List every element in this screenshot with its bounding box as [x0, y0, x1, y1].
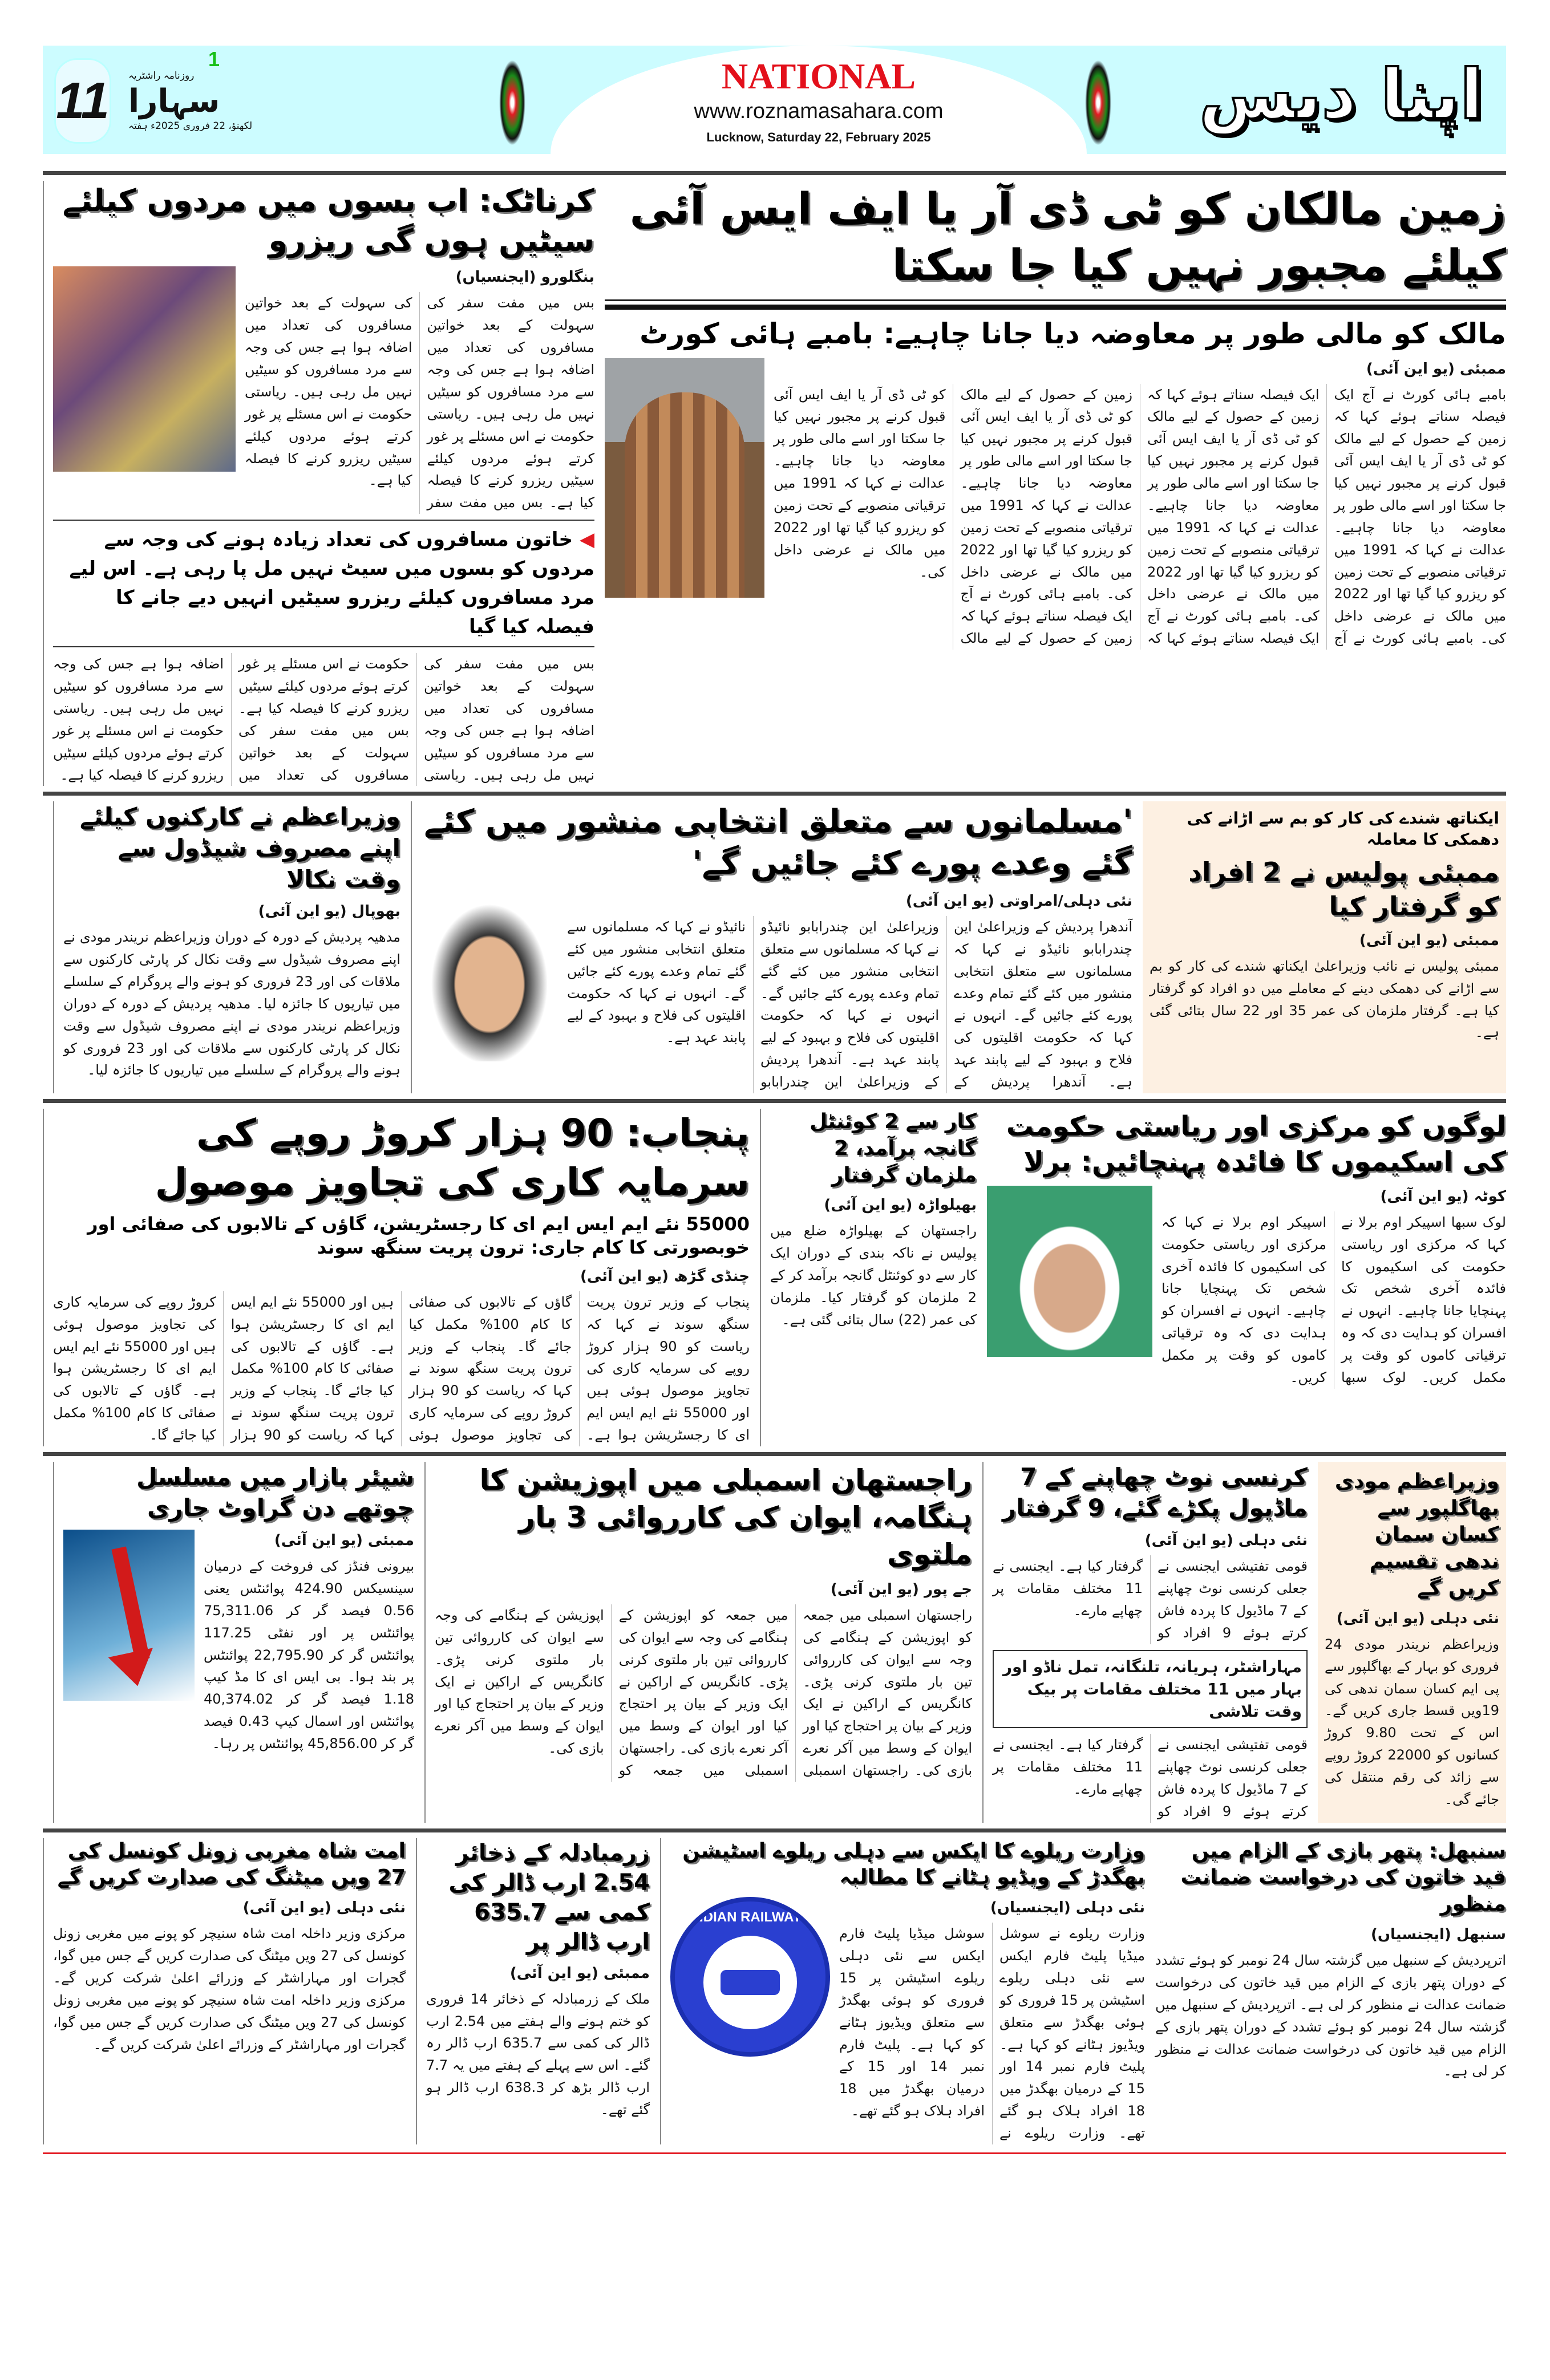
article-amitshah [43, 1838, 406, 2144]
divider [43, 171, 1506, 175]
dateline: بھیلواڑہ (یو این آئی) [824, 1197, 977, 1214]
article-birla [987, 1109, 1506, 1446]
article-muslims-text [567, 890, 1132, 1093]
divider [43, 1099, 1506, 1103]
logo-one-icon: 1 [208, 47, 220, 71]
pull-quote [53, 520, 594, 647]
headline: وزارت ریلوے کا ایکس سے دہلی ریلوے اسٹیشن بھگدڑ کے ویڈیو ہٹانے کا مطالبہ [682, 1839, 1145, 1890]
section-title: اپنا دیس [1199, 55, 1483, 135]
article-bhagalpur [1318, 1462, 1506, 1823]
article-body: آندھرا پردیش کے وزیراعلیٰ این چندرابابو نائیڈو نے کہا کہ مسلمانوں سے متعلق انتخابی منشور میں کئے گئے تمام وعدے پورے کئے جائیں گے۔ انہوں نے کہا کہ حکومت اقلیتوں کی فلاح و بہبود کے لیے پابند عہد ہے۔ آندھرا پردیش کے وزیراعلیٰ این چندرابابو نائیڈو نے کہا کہ مسلمانوں سے متعلق انتخابی منشور میں کئے گئے تمام وعدے پورے کئے جائیں گے۔ انہوں نے کہا کہ حکومت اقلیتوں کی فلاح و بہبود کے لیے پابند عہد ہے۔ آندھرا پردیش کے وزیراعلیٰ این چندرابابو نائیڈو نے کہا کہ مسلمانوں سے متعلق انتخابی منشور میں کئے گئے تمام وعدے پورے کئے جائیں گے۔ انہوں نے کہا کہ حکومت اقلیتوں کی فلاح و بہبود کے لیے پابند عہد ہے۔ [567, 918, 1132, 1090]
article-punjab [43, 1109, 750, 1446]
article-body: پنجاب کے وزیر ترون پریت سنگھ سوند نے کہا کہ ریاست کو 90 ہزار کروڑ روپے کی سرمایہ کاری کی تجاویز موصول ہوئی ہیں اور 55000 نئے ایم ایس ایم ای کا رجسٹریشن ہوا ہے۔ گاؤں کے تالابوں کی صفائی کا کام 100% مکمل کیا جائے گا۔ پنجاب کے وزیر ترون پریت سنگھ سوند نے کہا کہ ریاست کو 90 ہزار کروڑ روپے کی سرمایہ کاری کی تجاویز موصول ہوئی ہیں اور 55000 نئے ایم ایس ایم ای کا رجسٹریشن ہوا ہے۔ گاؤں کے تالابوں کی صفائی کا کام 100% مکمل کیا جائے گا۔ پنجاب کے وزیر ترون پریت سنگھ سوند نے کہا کہ ریاست کو 90 ہزار کروڑ روپے کی سرمایہ کاری کی تجاویز موصول ہوئی ہیں اور 55000 نئے ایم ایس ایم ای کا رجسٹریشن ہوا ہے۔ گاؤں کے تالابوں کی صفائی کا کام 100% مکمل کیا جائے گا۔ [53, 1294, 750, 1443]
headline: شیئر بازار میں مسلسل چوتھے دن گراوٹ جاری [136, 1462, 414, 1522]
subheadline: مالک کو مالی طور پر معاوضہ دیا جانا چاہیے: بامبے ہائی کورٹ [640, 317, 1506, 350]
article-body: مرکزی وزیر داخلہ امت شاہ سنیچر کو پونے میں مغربی زونل کونسل کی 27 ویں میٹنگ کی صدارت کریں گے جس میں گوا، گجرات اور مہاراشٹر کے وزرائے اعلیٰ شرکت کریں گے۔ مرکزی وزیر داخلہ امت شاہ سنیچر کو پونے میں مغربی زونل کونسل کی 27 ویں میٹنگ کی صدارت کریں گے جس میں گوا، گجرات اور مہاراشٹر کے وزرائے اعلیٰ شرکت کریں گے۔ [53, 1925, 406, 2053]
divider [43, 1452, 1506, 1456]
article-body: اترپردیش کے سنبھل میں گزشتہ سال 24 نومبر کو ہوئے تشدد کے دوران پتھر بازی کے الزام میں قید خاتون کی درخواست ضمانت عدالت نے منظور کر لی ہے۔ اترپردیش کے سنبھل میں گزشتہ سال 24 نومبر کو ہوئے تشدد کے دوران پتھر بازی کے الزام میں قید خاتون کی درخواست ضمانت عدالت نے منظور کر لی ہے۔ [1155, 1952, 1506, 2079]
row-3 [43, 1109, 1506, 1446]
article-body: ملک کے زرمبادلہ کے ذخائر 14 فروری کو ختم ہونے والے ہفتے میں 2.54 ارب ڈالر کی کمی سے 635.7 ارب ڈالر رہ گئے۔ اس سے پہلے کے ہفتے میں یہ 7.7 ارب ڈالر بڑھ کر 638.3 ارب ڈالر ہو گئے تھے۔ [426, 1990, 650, 2118]
bottom-rule [43, 2152, 1506, 2154]
masthead-arch [551, 46, 1087, 154]
article-body: راجستھان کے بھیلواڑہ ضلع میں پولیس نے ناکہ بندی کے دوران ایک کار سے دو کوئنٹل گانجہ برآمد کر کے 2 ملزمان کو گرفتار کیا۔ ملزمان کی عمر (22) سال بتائی گئی ہے۔ [770, 1223, 977, 1328]
article-body: بس میں مفت سفر کی سہولت کے بعد خواتین مسافروں کی تعداد میں اضافہ ہوا ہے جس کی وجہ سے مرد مسافروں کو سیٹیں نہیں مل رہی ہیں۔ ریاستی حکومت نے اس مسئلے پر غور کرتے ہوئے مردوں کیلئے سیٹیں ریزرو کرنے کا فیصلہ کیا ہے۔ بس میں مفت سفر کی سہولت کے بعد خواتین مسافروں کی تعداد میں اضافہ ہوا ہے جس کی وجہ سے مرد مسافروں کو سیٹیں نہیں مل رہی ہیں۔ ریاستی حکومت نے اس مسئلے پر غور کرتے ہوئے مردوں کیلئے سیٹیں ریزرو کرنے کا فیصلہ کیا ہے۔ [245, 295, 594, 511]
article-body: لوک سبھا اسپیکر اوم برلا نے کہا کہ مرکزی اور ریاستی حکومت کی اسکیموں کا فائدہ آخری شخص تک پہنچایا جانا چاہیے۔ انہوں نے افسران کو ہدایت دی کہ وہ ترقیاتی کاموں کو وقت پر مکمل کریں۔ لوک سبھا اسپیکر اوم برلا نے کہا کہ مرکزی اور ریاستی حکومت کی اسکیموں کا فائدہ آخری شخص تک پہنچایا جانا چاہیے۔ انہوں نے افسران کو ہدایت دی کہ وہ ترقیاتی کاموں کو وقت پر مکمل کریں۔ [1162, 1214, 1506, 1385]
headline: امت شاہ مغربی زونل کونسل کی 27 ویں میٹنگ کی صدارت کریں گے [57, 1839, 406, 1890]
dateline: ممبئی (یو این آئی) [509, 1964, 650, 1982]
article-body: وزارت ریلوے نے سوشل میڈیا پلیٹ فارم ایکس سے نئی دہلی ریلوے اسٹیشن پر 15 فروری کو ہوئی بھگدڑ سے متعلق ویڈیوز ہٹانے کو کہا ہے۔ پلیٹ فارم نمبر 14 اور 15 کے درمیان بھگدڑ میں 18 افراد ہلاک ہو گئے تھے۔ وزارت ریلوے نے سوشل میڈیا پلیٹ فارم ایکس سے نئی دہلی ریلوے اسٹیشن پر 15 فروری کو ہوئی بھگدڑ سے متعلق ویڈیوز ہٹانے کو کہا ہے۔ پلیٹ فارم نمبر 14 اور 15 کے درمیان بھگدڑ میں 18 افراد ہلاک ہو گئے تھے۔ [839, 1925, 1145, 2142]
divider [605, 299, 1506, 310]
highlight-box: مہاراشٹر، ہریانہ، تلنگانہ، تمل ناڈو اور بہار میں 11 مختلف مقامات پر بیک وقت تلاشی [993, 1650, 1308, 1729]
website-link[interactable]: www.roznamasahara.com [694, 99, 944, 123]
dateline: سنبھل (ایجنسیاں) [1370, 1926, 1506, 1944]
edition-label: NATIONAL [721, 56, 916, 96]
page-number: 11 [54, 58, 111, 144]
sensex-bull-graphic [63, 1530, 195, 1701]
headline: وزیراعظم نے کارکنوں کیلئے اپنے مصروف شیڈول سے وقت نکالا [80, 802, 400, 893]
article-currency [982, 1462, 1308, 1823]
article-karnataka [43, 181, 594, 786]
dateline: نئی دہلی (یو این آئی) [1144, 1532, 1308, 1550]
masthead [43, 46, 1506, 154]
headline: سنبھل: پتھر بازی کے الزام میں قید خاتون کی درخواست ضمانت منظور [1180, 1839, 1506, 1916]
article-body: قومی تفتیشی ایجنسی نے جعلی کرنسی نوٹ چھاپنے کے 7 ماڈیول کا پردہ فاش کرتے ہوئے 9 افراد کو گرفتار کیا ہے۔ ایجنسی نے 11 مختلف مقامات پر چھاپے مارے۔ [993, 1558, 1308, 1641]
headline: پنجاب: 90 ہزار کروڑ روپے کی سرمایہ کاری کی تجاویز موصول [155, 1110, 750, 1204]
article-railway [660, 1838, 1145, 2144]
dateline: نئی دہلی (یو این آئی) [242, 1899, 406, 1917]
divider [43, 792, 1506, 796]
om-birla-photo [987, 1186, 1152, 1357]
subheadline: 55000 نئے ایم ایس ایم ای کا رجسٹریشن، گاؤں کے تالابوں کی صفائی اور خوبصورتی کا کام جاری: ترون پریت سنگھ سوند [87, 1213, 750, 1259]
article-muslims [411, 801, 1132, 1093]
headline: زمین مالکان کو ٹی ڈی آر یا ایف ایس آئی کیلئے مجبور نہیں کیا جا سکتا [629, 183, 1506, 290]
divider [43, 1828, 1506, 1832]
urdu-date: لکھنؤ، 22 فروری 2025ء ہفتہ [128, 120, 253, 132]
article-body: وزیراعظم نریندر مودی 24 فروری کو بہار کے بھاگلپور سے پی ایم کسان سمان ندھی کی 19ویں قسط جاری کریں گے۔ اس کے تحت 9.80 کروڑ کسانوں کو 22000 کروڑ روپے سے زائد کی رقم منتقل کی جائے گی۔ [1325, 1636, 1500, 1807]
article-land-content [605, 358, 1506, 650]
dateline: چنڈی گڑھ (یو این آئی) [580, 1267, 750, 1285]
article-mumbai [1143, 801, 1506, 1093]
headline: راجستھان اسمبلی میں اپوزیشن کا ہنگامہ، ایوان کی کارروائی 3 بار ملتوی [479, 1463, 972, 1571]
article-body: قومی تفتیشی ایجنسی نے جعلی کرنسی نوٹ چھاپنے کے 7 ماڈیول کا پردہ فاش کرتے ہوئے 9 افراد کو گرفتار کیا ہے۔ ایجنسی نے 11 مختلف مقامات پر چھاپے مارے۔ [993, 1737, 1308, 1819]
down-arrow-icon [111, 1547, 149, 1661]
headline: لوگوں کو مرکزی اور ریاستی حکومت کی اسکیموں کا فائدہ پہنچائیں: برلا [1006, 1110, 1506, 1178]
dateline: نئی دہلی (ایجنسیاں) [990, 1899, 1145, 1917]
headline: ممبئی پولیس نے 2 افراد کو گرفتار کیا [1188, 857, 1499, 922]
dateline: جے پور (یو این آئی) [830, 1580, 972, 1598]
logo-name: سہارا [128, 82, 220, 120]
logo-tagline: روزنامہ راشٹریہ [128, 70, 195, 82]
article-pm-workers [53, 801, 400, 1093]
bus-passengers-photo [53, 266, 236, 472]
headline: کار سے 2 کوئنٹل گانجہ برآمد، 2 ملزمان گرفتار [810, 1109, 977, 1187]
article-sambhal [1155, 1838, 1506, 2144]
article-sharemarket-content [63, 1530, 414, 1755]
dateline: ممبئی (یو این آئی) [1359, 931, 1499, 949]
kicker: ایکناتھ شندے کی کار کو بم سے اڑانے کی دھمکی کا معاملہ [1187, 809, 1499, 849]
article-land-text [774, 358, 1506, 650]
dateline: ممبئی (یو این آئی) [274, 1532, 414, 1550]
bombay-high-court-photo [605, 358, 764, 598]
dateline: نئی دہلی (یو این آئی) [1336, 1609, 1499, 1627]
row-2 [43, 801, 1506, 1093]
article-ganja [760, 1109, 977, 1446]
sunburst-icon [499, 60, 525, 145]
dateline: بنگلورو (ایجنسیاں) [455, 269, 594, 286]
dateline: نئی دہلی/امراوتی (یو این آئی) [905, 892, 1132, 910]
newspaper-logo [128, 49, 300, 152]
article-body: بیرونی فنڈز کی فروخت کے درمیان سینسیکس 424.90 پوائنٹس یعنی 0.56 فیصد گر کر 75,311.06 پوائنٹس پر اور نفٹی 117.25 پوائنٹس گر کر 22,795.90 پوائنٹس پر بند ہوا۔ بی ایس ای کا مڈ کیپ 1.18 فیصد گر کر 40,374.02 پوائنٹس اور اسمال کیپ 0.43 فیصد گر کر 45,856.00 پوائنٹس پر رہا۔ [204, 1558, 415, 1752]
article-birla-text [1162, 1186, 1506, 1389]
row-4 [43, 1462, 1506, 1823]
headline: کرناٹک: اب بسوں میں مردوں کیلئے سیٹیں ہوں گی ریزرو [62, 183, 594, 259]
article-body: مدھیہ پردیش کے دورہ کے دوران وزیراعظم نریندر مودی نے اپنے مصروف شیڈول سے وقت نکال کر پارٹی کارکنوں سے ملاقات کی اور 23 فروری کو ہونے والے پروگرام کے سلسلے میں تیاریوں کا جائزہ لیا۔ مدھیہ پردیش کے دورہ کے دوران وزیراعظم نریندر مودی نے اپنے مصروف شیڈول سے وقت نکال کر پارٹی کارکنوں سے ملاقات کی اور 23 فروری کو ہونے والے پروگرام کے سلسلے میں تیاریوں کا جائزہ لیا۔ [63, 929, 401, 1078]
logo-text: INDIAN RAILWAYS [689, 1909, 811, 1925]
article-body: بامبے ہائی کورٹ نے آج ایک فیصلہ سناتے ہوئے کہا کہ زمین کے حصول کے لیے مالک کو ٹی ڈی آر یا ایف ایس آئی قبول کرنے پر مجبور نہیں کیا جا سکتا اور اسے مالی طور پر معاوضہ دیا جانا چاہیے۔ عدالت نے کہا کہ 1991 میں ترقیاتی منصوبے کے تحت زمین کو ریزرو کیا گیا تھا اور 2022 میں مالک نے عرضی داخل کی۔ بامبے ہائی کورٹ نے آج ایک فیصلہ سناتے ہوئے کہا کہ زمین کے حصول کے لیے مالک کو ٹی ڈی آر یا ایف ایس آئی قبول کرنے پر مجبور نہیں کیا جا سکتا اور اسے مالی طور پر معاوضہ دیا جانا چاہیے۔ عدالت نے کہا کہ 1991 میں ترقیاتی منصوبے کے تحت زمین کو ریزرو کیا گیا تھا اور 2022 میں مالک نے عرضی داخل کی۔ بامبے ہائی کورٹ نے آج ایک فیصلہ سناتے ہوئے کہا کہ زمین کے حصول کے لیے مالک کو ٹی ڈی آر یا ایف ایس آئی قبول کرنے پر مجبور نہیں کیا جا سکتا اور اسے مالی طور پر معاوضہ دیا جانا چاہیے۔ عدالت نے کہا کہ 1991 میں ترقیاتی منصوبے کے تحت زمین کو ریزرو کیا گیا تھا اور 2022 میں مالک نے عرضی داخل کی۔ بامبے ہائی کورٹ نے آج ایک فیصلہ سناتے ہوئے کہا کہ زمین کے حصول کے لیے مالک کو ٹی ڈی آر یا ایف ایس آئی قبول کرنے پر مجبور نہیں کیا جا سکتا اور اسے مالی طور پر معاوضہ دیا جانا چاہیے۔ عدالت نے کہا کہ 1991 میں ترقیاتی منصوبے کے تحت زمین کو ریزرو کیا گیا تھا اور 2022 میں مالک نے عرضی داخل کی۔ [774, 386, 1506, 647]
page-content [43, 165, 1506, 2154]
article-karnataka-text [245, 266, 594, 514]
indian-railways-logo [670, 1897, 830, 2057]
headline: 'مسلمانوں سے متعلق انتخابی منشور میں کئے گئے وعدے پورے کئے جائیں گے' [424, 803, 1132, 882]
english-dateline: Lucknow, Saturday 22, February 2025 [706, 130, 931, 144]
pull-quote-text: خاتون مسافروں کی تعداد زیادہ ہونے کی وجہ سے مردوں کو بسوں میں سیٹ نہیں مل پا رہی ہے۔ اس لیے مرد مسافروں کیلئے ریزرو سیٹیں انہیں دیے جانے کا فیصلہ کیا گیا [69, 528, 594, 639]
row-top [43, 181, 1506, 786]
dateline: ممبئی (یو این آئی) [1366, 360, 1506, 378]
dateline: کوٹہ (یو این آئی) [1380, 1187, 1506, 1205]
article-karnataka-content [53, 266, 594, 514]
article-land [605, 181, 1506, 786]
row-5 [43, 1838, 1506, 2144]
headline: کرنسی نوٹ چھاپنے کے 7 ماڈیول پکڑے گئے، 9 گرفتار [1002, 1462, 1308, 1522]
article-sharemarket [53, 1462, 414, 1823]
sunburst-icon [1085, 60, 1111, 145]
triangle-icon: ◀ [573, 528, 594, 552]
article-rajasthan [424, 1462, 972, 1823]
article-sharemarket-text [204, 1530, 414, 1755]
article-railway-content [670, 1897, 1145, 2144]
dateline: بھوپال (یو این آئی) [258, 903, 400, 921]
article-muslims-content [421, 890, 1132, 1093]
headline: زرمبادلہ کے ذخائر 2.54 ارب ڈالر کی کمی سے 635.7 ارب ڈالر پر [448, 1839, 650, 1955]
article-body: راجستھان اسمبلی میں جمعہ کو اپوزیشن کے ہنگامے کی وجہ سے ایوان کی کارروائی تین بار ملتوی کرنی پڑی۔ کانگریس کے اراکین نے ایک وزیر کے بیان پر احتجاج کیا اور ایوان کے وسط میں آکر نعرے بازی کی۔ راجستھان اسمبلی میں جمعہ کو اپوزیشن کے ہنگامے کی وجہ سے ایوان کی کارروائی تین بار ملتوی کرنی پڑی۔ کانگریس کے اراکین نے ایک وزیر کے بیان پر احتجاج کیا اور ایوان کے وسط میں آکر نعرے بازی کی۔ راجستھان اسمبلی میں جمعہ کو اپوزیشن کے ہنگامے کی وجہ سے ایوان کی کارروائی تین بار ملتوی کرنی پڑی۔ کانگریس کے اراکین نے ایک وزیر کے بیان پر احتجاج کیا اور ایوان کے وسط میں آکر نعرے بازی کی۔ [435, 1607, 972, 1778]
article-birla-content [987, 1186, 1506, 1389]
article-forex [416, 1838, 650, 2144]
headline: وزیراعظم مودی بھاگلپور سے کسان سمان ندھی تقسیم کریں گے [1334, 1469, 1499, 1600]
naidu-photo [421, 890, 558, 1061]
article-railway-text [839, 1897, 1145, 2144]
article-body: بس میں مفت سفر کی سہولت کے بعد خواتین مسافروں کی تعداد میں اضافہ ہوا ہے جس کی وجہ سے مرد مسافروں کو سیٹیں نہیں مل رہی ہیں۔ ریاستی حکومت نے اس مسئلے پر غور کرتے ہوئے مردوں کیلئے سیٹیں ریزرو کرنے کا فیصلہ کیا ہے۔ بس میں مفت سفر کی سہولت کے بعد خواتین مسافروں کی تعداد میں اضافہ ہوا ہے جس کی وجہ سے مرد مسافروں کو سیٹیں نہیں مل رہی ہیں۔ ریاستی حکومت نے اس مسئلے پر غور کرتے ہوئے مردوں کیلئے سیٹیں ریزرو کرنے کا فیصلہ کیا ہے۔ [53, 656, 594, 783]
article-body: ممبئی پولیس نے نائب وزیراعلیٰ ایکناتھ شندے کی کار کو بم سے اڑانے کی دھمکی دینے کے معاملے میں دو افراد کو گرفتار کیا ہے۔ گرفتار ملزمان کی عمر 35 اور 22 سال بتائی گئی ہے۔ [1150, 958, 1499, 1041]
